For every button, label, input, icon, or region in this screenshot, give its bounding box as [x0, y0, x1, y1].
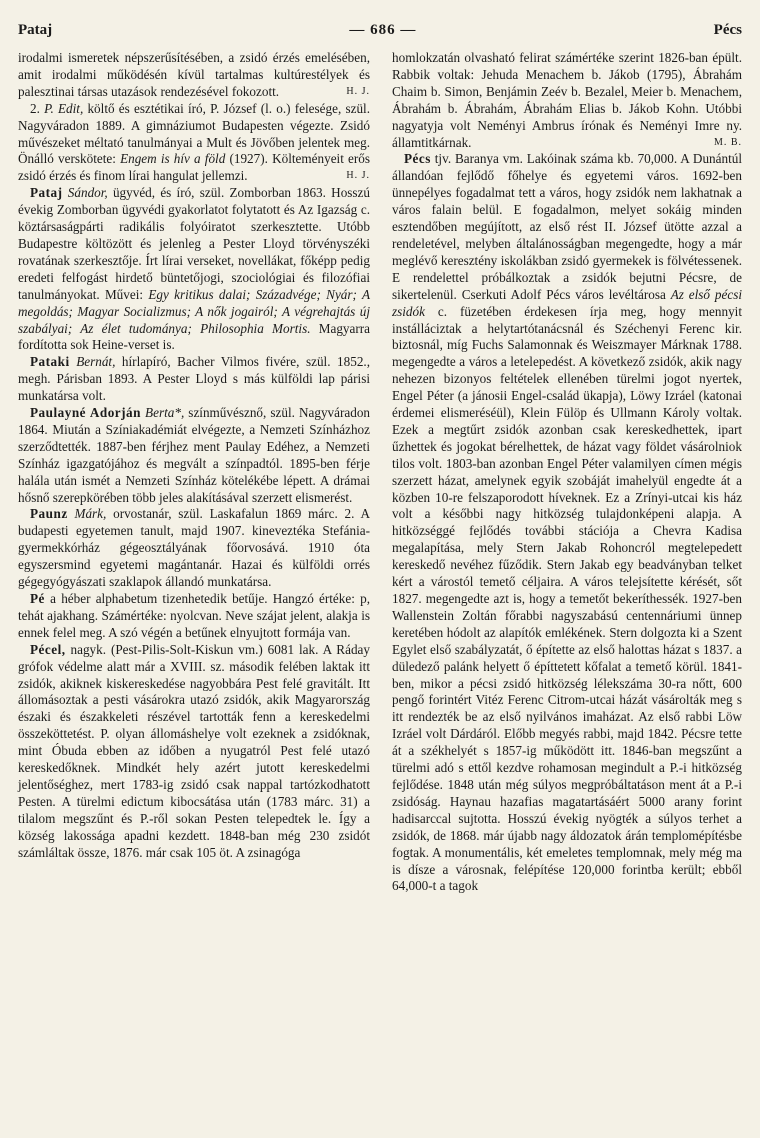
entry-text: irodalmi ismeretek népszerűsítésében, a zsidó érzés emelésében, amit irodalmi működésén kívül tartalmas kultúrestélyek és palesztinai társas utazások rendezésével fokozott. [18, 50, 370, 99]
italic-text: Bernát, [76, 354, 116, 370]
entry-text: színművésznő, szül. Nagyváradon 1864. Miután a Színiakadémiát elvégezte, a Nemzeti Színházhoz szerződtették. 1887-ben férjhez ment Paulay Edéhez, a Nemzeti Színház igazgatójához és megvált a színpadtól. 1895-ben férje halála után ismét a Nemzeti Színház kötelékébe lépett. A drámai hősnő szerepkörében több jeles alakításával szerzett elismerést. [18, 405, 371, 505]
entry-text: tjv. Baranya vm. Lakóinak száma kb. 70,000. A Dunántúl állandóan fejlődő főhelye és egyetemi város. 1692-ben ünnepélyes fogadalmat tett a város, hogy zsidók nem lakhatnak a város falain belül. E fogadalmon, melyet sokáig minden esztendőben megújított, az első rést II. József ütötte azzal a rendeletével, melyben általánosságban megengedte, hogy a már meglévő keresztény iskolákban zsidó gyermekek is fölvétessenek. E rendelettel próbálkoztak a zsidók bejutni Pécsre, de sikertelenül. Cserkuti Adolf Pécs város levéltárosa [392, 151, 742, 302]
entry-text: nagyk. (Pest-Pilis-Solt-Kiskun vm.) 6081 lak. A Ráday grófok védelme alatt már a XVIII. sz. második felében laktak itt zsidók, akiknek kiskereskedése nagyobbára Pest felé gravitált. Itt állomásoztak a pesti vásárokra utazó zsidók, akik Magyarország északi és északkeleti részével tartották fenn a kereskedelmi összeköttetést. P. olyan állomáshelye volt ezeknek a zsidóknak, mint Óbuda ebben az időben a nyugatról Pest felé utazó kereskedőknek. Mindkét hely azért jutott kereskedelmi jelentőséghez, mert 1783-ig zsidó csak nappal tartózkodhatott Pesten. A türelmi edictum kibocsátása után (1783 márc. 31) a tilalom megszűnt és P.-ről sokan Pesten telepedtek le. Így a község lakossága apadni kezdett. 1848-ban még 230 zsidót számláltak össze, 1876. már csak 105 öt. A zsinagóga [18, 641, 370, 860]
entry-text: homlokzatán olvasható felirat számértéke szerint 1826-ban épült. Rabbik voltak: Jehuda Menachem b. Jákob (1795), Ábrahám Chaim b. Simon, Benjámin Zeév b. Bezalel, Meier b. Menachem, Ábrahám b. Ábrahám, Ábrahám Elias b. Jákob Kohn. Utóbbi nagyatyja volt Neményi Ambrus írónak és Neményi Imre ny. államtitkárnak. [392, 50, 742, 150]
entry-headword: Pé [30, 591, 45, 606]
entry-text: 2. [30, 100, 45, 116]
entry-paragraph [18, 642, 370, 862]
header-left-title: Pataj [18, 22, 53, 38]
entry-text: orvostanár, szül. Laskafalun 1869 márc. 2. A budapesti egyetemen tanult, majd 1907. kineveztéka Stefánia-gyermekkórház gégeosztályának főorvosává. 1910 óta egyszersmind egyetemi magántanár. Hazai és külföldi orrés gégegyógyászati szaklapok állandó munkatársa. [18, 506, 370, 590]
entry-headword: Pécs [404, 151, 431, 167]
entry-text: hírlapíró, Bacher Vilmos fivére, szül. 1852., megh. Párisban 1893. A Pester Lloyd s más külföldi lap párisi munkatársa volt. [18, 354, 371, 404]
author-signature: H. J. [346, 85, 370, 97]
italic-text: Egy kritikus dalai; Századvége; Nyár; A megoldás; Magyar Socializmus; A nők jogairól; A végrehajtás új szabályai; Az élet tudománya; Philosophia Mortis. [18, 286, 371, 336]
entry-text: a héber alphabetum tizenhetedik betűje. Hangzó értéke: p, tehát ajakhang. Számértéke: nyolcvan. Neve szájat jelent, alakja is ennek felel meg. A szó végén a betűnek elnyujtott formája van. [18, 591, 370, 640]
entry-paragraph [18, 506, 370, 591]
italic-text: Berta*, [145, 405, 185, 421]
entry-text: Magyarra fordította sok Heine-verset is. [18, 320, 370, 353]
entry-paragraph [18, 591, 370, 642]
running-header [18, 22, 742, 46]
italic-text: Márk, [74, 506, 107, 522]
entry-text: költő és esztétikai író, P. József (l. o.) felesége, szül. Nagyváradon 1889. A gimnáziumot Budapesten végezte. Zsidó művészeket méltató tanulmányai a Mult és Jövőben jelentek meg. Önálló verskötete: [18, 100, 370, 167]
header-right-title: Pécs [713, 22, 742, 38]
italic-text: Sándor, [67, 185, 108, 201]
entry-paragraph [392, 50, 742, 151]
italic-text: Az első pécsi zsidók [392, 286, 742, 319]
entry-headword: Paulayné Adorján [30, 405, 141, 421]
left-column [18, 50, 370, 862]
entry-headword: Pataki [30, 354, 70, 370]
entry-paragraph [18, 405, 370, 506]
italic-text: Engem is hív a föld [120, 151, 226, 167]
entry-headword: Pécel, [30, 641, 66, 657]
entry-paragraph [18, 185, 370, 354]
right-column [392, 50, 742, 895]
entry-paragraph [392, 151, 742, 895]
entry-paragraph [18, 50, 370, 101]
author-signature: M. B. [713, 136, 742, 148]
entry-paragraph [18, 101, 370, 186]
entry-headword: Pataj [30, 185, 63, 201]
entry-text: (1927). Költeményeit erős zsidó érzés és finom lírai hangulat jellemzi. [18, 151, 370, 184]
entry-text: c. füzetében érdekesen írja meg, hogy mennyit instálláciztak a helytartótanácsnál és Széchenyi Ferenc kir. biztosnál, míg Fuchs Salamonnak és Weiszmayer Márknak 1788. megengedte a város a letelepedést. A következő zsidók, akik nagy nehezen bizonyos feltételek ellenében türelmi jogot nyertek, Engel Péter (a jánosii Engel-család ükapja), Löwy Izráel (katonai érdemei elismeréséül), Klein Fülöp és Ullmann Károly voltak. Ezek a megtűrt zsidók azonban csak kereskedhettek, ipart űzhettek és jogokat bérelhettek, de házat vagy földet vásárolniok tilos volt. 1803-ban azonban Engel Péter valamilyen címen mégis szerzett házat, amelynek egyik szobáját imahelyül engedte át a közben 10-re felszaporodott híveknek. Ez a Zrínyi-utcai kis ház volt a későbbi nagy hitközség tulajdonképeni alapja. A hitközséggé fejlődés további stációja a Chevra Kadisa megalapítása, mely Stern Jakab Rohoncról megtelepedett kereskedő nevéhez fűződik. Stern Jakab egy beadványban telket kért a várostól temető céljaira. A város telejsítette kérését, sőt 1827. megengedte azt is, hogy a temetőt bekeríthessék. 1927-ben Wallenstein Zoltán főrabbi nagyszabású centennáriumi ünnep keretében hódolt az alapítók emlékének. Stern dolgozta ki a Szent Egylet első szabályzatát, ő építette az első halottas házat s 1837. a düledező palánk helyett ő építtetett kőfalat a temető körül. 1841-ben, mikor a pécsi zsidó hitközség lélekszáma 30-ra nőtt, 600 pengő forintért Vitéz Ferenc Citrom-utcai házát vásárolták meg s itt rendezték be az első nyilvános imaházat. Az első rabbi Löw Izráel volt Dárdáról. Előbb megyés rabbi, majd 1842. Pécsre tette át a székhelyét s 1857-ig működött itt. 1846-ban megszűnt a türelmi adó s ettől kezdve rohamosan megindult a P.-i hitközség fejlődése. 1848 után még súlyos megpróbáltatáson ment át a P.-i zsidóság. Haynau hazafias magatartásáért 5000 arany forint hadisarccal sujtotta. Hosszú évekig nyögték a súlyos terhet a zsidók, de 1868. már újabb nagy áldozatok árán templomépítésbe fogtak. A monumentális, két emeletes templomnak, mely még ma is dísze a városnak, felépítése 120,000 forintba került; ebből 64,000-t a tagok [392, 303, 742, 894]
italic-text: P. Edit, [44, 100, 84, 116]
entry-paragraph [18, 354, 370, 405]
entry-headword: Paunz [30, 506, 68, 522]
entry-text: ügyvéd, és író, szül. Zomborban 1863. Hosszú évekig Zomborban ügyvédi gyakorlatot folytatott és Az Igazság c. köztársaságpárti radikális folyóiratot szerkesztette. Utóbb Budapestre költözött és jelenleg a Pester Lloyd törvényszéki rovatának szerkesztője. Írt lírai verseket, novellákat, főképp pedig eredeti felfogást hirdető büntetőjogi, szociológiai és filozófiai tanulmányokat. Művei: [18, 185, 371, 302]
page-number: — 686 — [349, 22, 417, 38]
author-signature: H. J. [346, 170, 370, 182]
